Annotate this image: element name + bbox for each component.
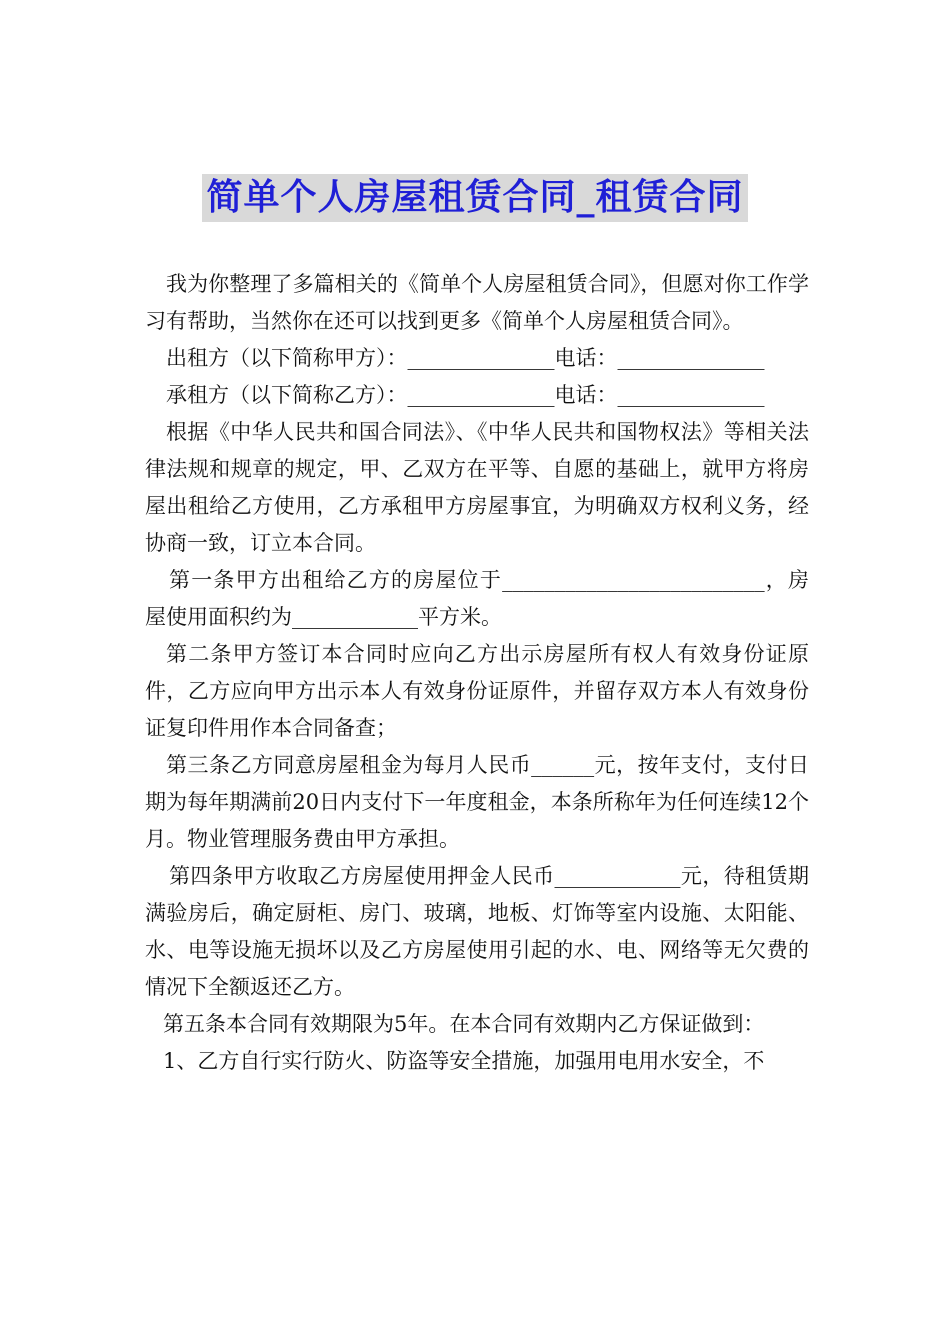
document-body: [145, 266, 809, 1080]
preamble-paragraph: 根据《中华人民共和国合同法》、《中华人民共和国物权法》等相关法律法规和规章的规定，甲、乙双方在平等、自愿的基础上，就甲方将房屋出租给乙方使用，乙方承租甲方房屋事宜，为明确双方权利义务，经协商一致，订立本合同。: [145, 420, 809, 555]
article-4-paragraph: 第四条甲方收取乙方房屋使用押金人民币____________元，待租赁期满验房后，确定厨柜、房门、玻璃，地板、灯饰等室内设施、太阳能、水、电等设施无损坏以及乙方房屋使用引起的水、电、网络等无欠费的情况下全额返还乙方。: [145, 864, 809, 999]
article-5-item-1-paragraph: 1、乙方自行实行防火、防盗等安全措施，加强用电用水安全，不: [163, 1049, 765, 1073]
article-5-paragraph: 第五条本合同有效期限为5年。在本合同有效期内乙方保证做到：: [163, 1012, 765, 1036]
article-1-paragraph: 第一条甲方出租给乙方的房屋位于_________________________，房屋使用面积约为____________平方米。: [145, 568, 809, 629]
title-container: [0, 174, 950, 222]
article-2-paragraph: 第二条甲方签订本合同时应向乙方出示房屋所有权人有效身份证原件，乙方应向甲方出示本人有效身份证原件，并留存双方本人有效身份证复印件用作本合同备查；: [145, 642, 809, 740]
document-title: 简单个人房屋租赁合同_租赁合同: [202, 174, 747, 222]
intro-paragraph: 我为你整理了多篇相关的《简单个人房屋租赁合同》，但愿对你工作学习有帮助，当然你在还可以找到更多《简单个人房屋租赁合同》。: [145, 272, 809, 333]
lessor-line: 出租方（以下简称甲方）：______________电话：______________: [166, 346, 765, 370]
article-3-paragraph: 第三条乙方同意房屋租金为每月人民币______元，按年支付，支付日期为每年期满前20日内支付下一年度租金，本条所称年为任何连续12个月。物业管理服务费由甲方承担。: [145, 753, 809, 851]
lessee-line: 承租方（以下简称乙方）：______________电话：______________: [166, 383, 765, 407]
